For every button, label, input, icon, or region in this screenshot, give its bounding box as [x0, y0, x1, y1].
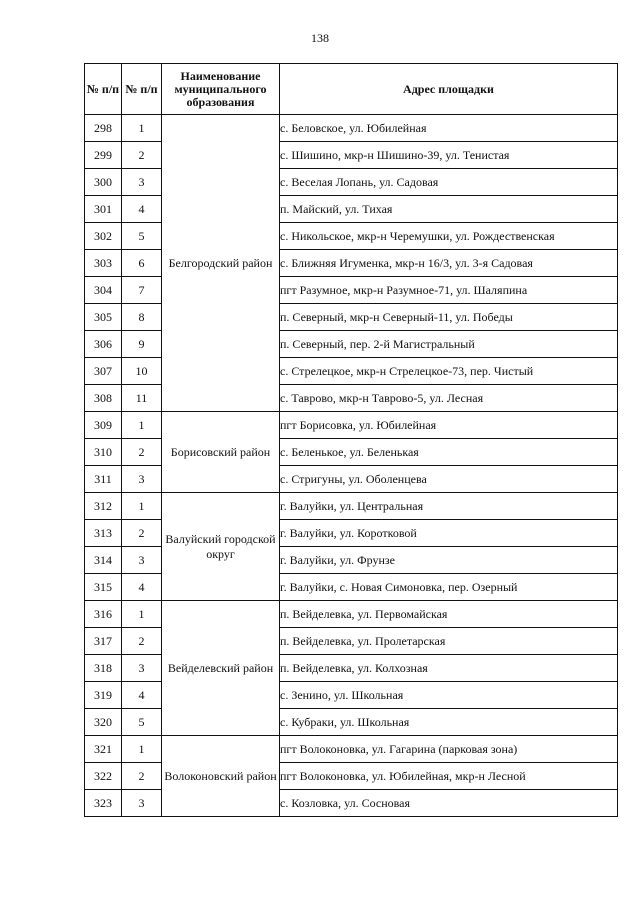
row-number: 298 — [85, 115, 122, 142]
row-number: 319 — [85, 682, 122, 709]
address-cell: пгт Волоконовка, ул. Гагарина (парковая зона) — [280, 736, 618, 763]
municipality-cell: Валуйский городской округ — [162, 493, 280, 601]
row-number: 310 — [85, 439, 122, 466]
row-subnumber: 3 — [122, 655, 162, 682]
row-number: 309 — [85, 412, 122, 439]
row-subnumber: 5 — [122, 709, 162, 736]
address-cell: п. Северный, мкр-н Северный-11, ул. Победы — [280, 304, 618, 331]
address-cell: г. Валуйки, ул. Фрунзе — [280, 547, 618, 574]
row-number: 305 — [85, 304, 122, 331]
municipality-cell: Вейделевский район — [162, 601, 280, 736]
row-subnumber: 1 — [122, 493, 162, 520]
row-subnumber: 1 — [122, 601, 162, 628]
address-cell: с. Беленькое, ул. Беленькая — [280, 439, 618, 466]
row-subnumber: 11 — [122, 385, 162, 412]
address-cell: с. Таврово, мкр-н Таврово-5, ул. Лесная — [280, 385, 618, 412]
row-subnumber: 3 — [122, 466, 162, 493]
row-number: 320 — [85, 709, 122, 736]
row-subnumber: 10 — [122, 358, 162, 385]
row-subnumber: 2 — [122, 439, 162, 466]
address-cell: п. Вейделевка, ул. Первомайская — [280, 601, 618, 628]
row-number: 302 — [85, 223, 122, 250]
page-number: 138 — [311, 31, 329, 45]
address-cell: с. Стригуны, ул. Оболенцева — [280, 466, 618, 493]
row-subnumber: 6 — [122, 250, 162, 277]
row-subnumber: 2 — [122, 763, 162, 790]
address-cell: с. Веселая Лопань, ул. Садовая — [280, 169, 618, 196]
row-subnumber: 4 — [122, 682, 162, 709]
table-row — [85, 115, 618, 142]
row-number: 321 — [85, 736, 122, 763]
row-subnumber: 2 — [122, 628, 162, 655]
row-subnumber: 1 — [122, 115, 162, 142]
row-subnumber: 8 — [122, 304, 162, 331]
row-number: 304 — [85, 277, 122, 304]
row-subnumber: 4 — [122, 574, 162, 601]
header-address: Адрес площадки — [280, 64, 618, 115]
row-number: 312 — [85, 493, 122, 520]
address-cell: п. Вейделевка, ул. Колхозная — [280, 655, 618, 682]
row-subnumber: 5 — [122, 223, 162, 250]
row-subnumber: 7 — [122, 277, 162, 304]
row-number: 307 — [85, 358, 122, 385]
row-number: 322 — [85, 763, 122, 790]
table-row — [85, 412, 618, 439]
row-subnumber: 1 — [122, 736, 162, 763]
row-number: 300 — [85, 169, 122, 196]
address-cell: с. Никольское, мкр-н Черемушки, ул. Рождественская — [280, 223, 618, 250]
header-num-total: № п/п — [85, 64, 122, 115]
address-cell: с. Стрелецкое, мкр-н Стрелецкое-73, пер. Чистый — [280, 358, 618, 385]
row-subnumber: 3 — [122, 169, 162, 196]
municipality-cell: Борисовский район — [162, 412, 280, 493]
row-number: 318 — [85, 655, 122, 682]
row-number: 299 — [85, 142, 122, 169]
address-cell: п. Северный, пер. 2-й Магистральный — [280, 331, 618, 358]
address-cell: п. Вейделевка, ул. Пролетарская — [280, 628, 618, 655]
row-number: 306 — [85, 331, 122, 358]
header-num-local: № п/п — [122, 64, 162, 115]
sites-table — [84, 63, 618, 817]
row-number: 308 — [85, 385, 122, 412]
table-header-row — [85, 64, 618, 115]
row-subnumber: 2 — [122, 142, 162, 169]
table-body — [85, 115, 618, 817]
row-subnumber: 3 — [122, 790, 162, 817]
row-number: 316 — [85, 601, 122, 628]
address-cell: пгт Борисовка, ул. Юбилейная — [280, 412, 618, 439]
row-number: 314 — [85, 547, 122, 574]
address-cell: с. Ближняя Игуменка, мкр-н 16/3, ул. 3-я Садовая — [280, 250, 618, 277]
table-row — [85, 736, 618, 763]
municipality-cell: Белгородский район — [162, 115, 280, 412]
row-subnumber: 4 — [122, 196, 162, 223]
row-subnumber: 2 — [122, 520, 162, 547]
row-number: 315 — [85, 574, 122, 601]
table-row — [85, 601, 618, 628]
address-cell: с. Беловское, ул. Юбилейная — [280, 115, 618, 142]
address-cell: пгт Разумное, мкр-н Разумное-71, ул. Шаляпина — [280, 277, 618, 304]
row-number: 311 — [85, 466, 122, 493]
row-subnumber: 1 — [122, 412, 162, 439]
municipality-cell: Волоконовский район — [162, 736, 280, 817]
address-cell: г. Валуйки, ул. Коротковой — [280, 520, 618, 547]
row-number: 317 — [85, 628, 122, 655]
address-cell: п. Майский, ул. Тихая — [280, 196, 618, 223]
row-number: 303 — [85, 250, 122, 277]
row-number: 301 — [85, 196, 122, 223]
address-cell: г. Валуйки, с. Новая Симоновка, пер. Озерный — [280, 574, 618, 601]
row-subnumber: 3 — [122, 547, 162, 574]
address-cell: с. Зенино, ул. Школьная — [280, 682, 618, 709]
row-subnumber: 9 — [122, 331, 162, 358]
row-number: 323 — [85, 790, 122, 817]
address-cell: пгт Волоконовка, ул. Юбилейная, мкр-н Лесной — [280, 763, 618, 790]
address-cell: с. Шишино, мкр-н Шишино-39, ул. Тенистая — [280, 142, 618, 169]
header-municipality: Наименование муниципального образования — [162, 64, 280, 115]
address-cell: с. Козловка, ул. Сосновая — [280, 790, 618, 817]
row-number: 313 — [85, 520, 122, 547]
address-cell: с. Кубраки, ул. Школьная — [280, 709, 618, 736]
address-cell: г. Валуйки, ул. Центральная — [280, 493, 618, 520]
table-row — [85, 493, 618, 520]
